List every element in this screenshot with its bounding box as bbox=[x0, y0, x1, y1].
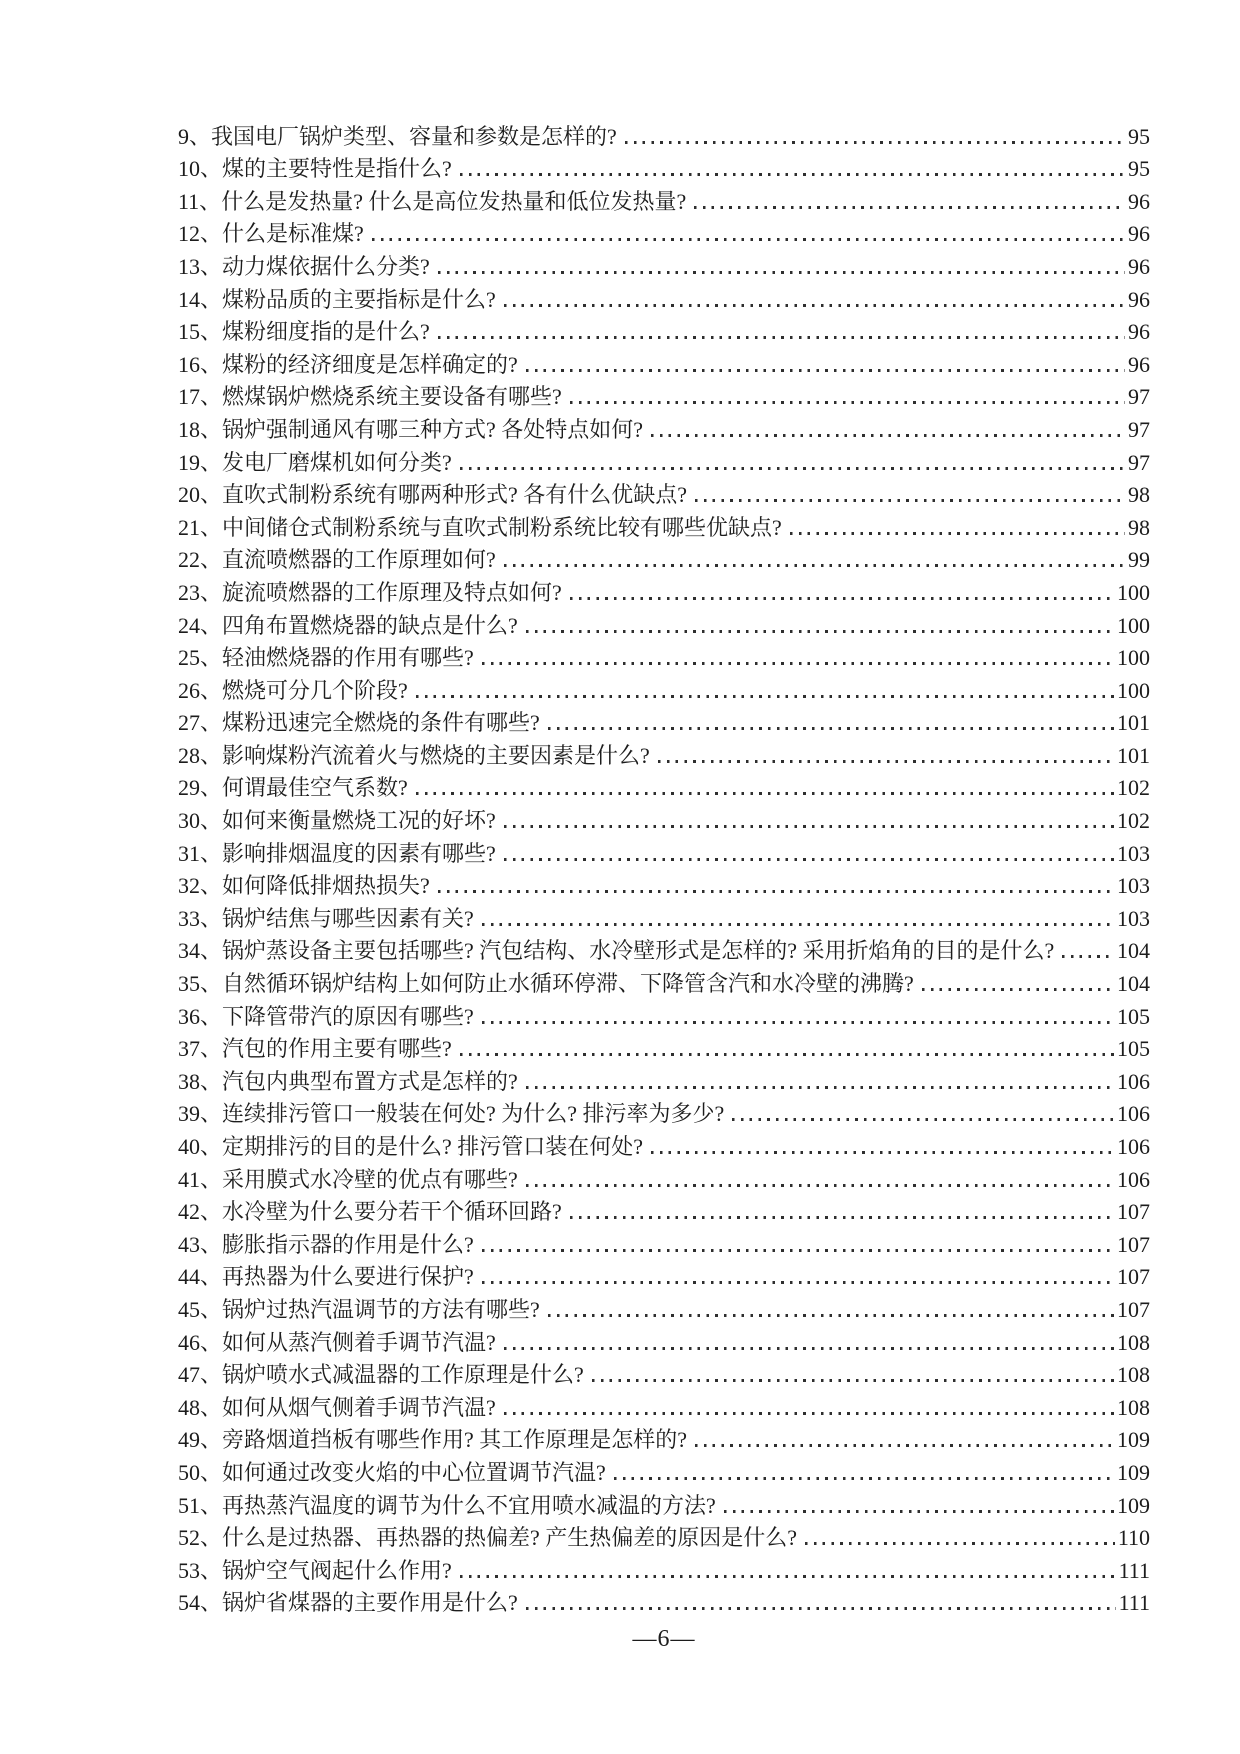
toc-dot-leader bbox=[482, 923, 1114, 926]
toc-item-number: 15、 bbox=[178, 319, 223, 345]
toc-item-title: 轻油燃烧器的作用有哪些? bbox=[222, 645, 474, 671]
toc-item-title: 煤粉细度指的是什么? bbox=[222, 319, 430, 345]
toc-item bbox=[178, 1290, 1150, 1323]
toc-dot-leader bbox=[504, 1412, 1114, 1415]
toc-item bbox=[178, 1030, 1150, 1063]
toc-item-page: 97 bbox=[1128, 449, 1150, 475]
toc-dot-leader bbox=[805, 1542, 1115, 1545]
toc-item-number: 16、 bbox=[178, 351, 223, 377]
toc-item-title: 煤粉品质的主要指标是什么? bbox=[222, 286, 496, 312]
toc-item bbox=[178, 1486, 1150, 1519]
toc-item-page: 107 bbox=[1117, 1296, 1150, 1322]
toc-item-title: 锅炉过热汽温调节的方法有哪些? bbox=[222, 1296, 540, 1322]
toc-item-page: 104 bbox=[1117, 938, 1150, 964]
toc-dot-leader bbox=[922, 988, 1114, 991]
toc-item bbox=[178, 1421, 1150, 1454]
toc-dot-leader bbox=[482, 1021, 1114, 1024]
toc-item bbox=[178, 150, 1150, 183]
toc-item-page: 103 bbox=[1117, 873, 1150, 899]
toc-item-title: 汽包的作用主要有哪些? bbox=[222, 1036, 452, 1062]
toc-item-number: 42、 bbox=[178, 1199, 223, 1225]
toc-dot-leader bbox=[460, 1053, 1114, 1056]
toc-item-number: 10、 bbox=[178, 156, 223, 182]
toc-dot-leader bbox=[1062, 955, 1114, 958]
toc-item-title: 动力煤依据什么分类? bbox=[222, 253, 430, 279]
toc-item-page: 98 bbox=[1128, 482, 1150, 508]
toc-item-number: 39、 bbox=[178, 1101, 223, 1127]
toc-item bbox=[178, 1519, 1150, 1552]
toc-item bbox=[178, 443, 1150, 476]
toc-item-number: 54、 bbox=[178, 1590, 223, 1616]
toc-item-page: 101 bbox=[1117, 710, 1150, 736]
toc-item-title: 什么是标准煤? bbox=[222, 221, 364, 247]
toc-item-title: 四角布置燃烧器的缺点是什么? bbox=[222, 612, 518, 638]
toc-item bbox=[178, 964, 1150, 997]
toc-item-title: 如何从烟气侧着手调节汽温? bbox=[222, 1394, 496, 1420]
toc-item-page: 100 bbox=[1117, 677, 1150, 703]
toc-item-number: 32、 bbox=[178, 873, 223, 899]
toc-dot-leader bbox=[438, 271, 1125, 274]
toc-item-number: 12、 bbox=[178, 221, 223, 247]
toc-item-title: 如何通过改变火焰的中心位置调节汽温? bbox=[222, 1459, 606, 1485]
toc-item-page: 102 bbox=[1117, 808, 1150, 834]
toc-item-title: 如何从蒸汽侧着手调节汽温? bbox=[222, 1329, 496, 1355]
toc-item bbox=[178, 476, 1150, 509]
toc-item bbox=[178, 867, 1150, 900]
toc-item-number: 28、 bbox=[178, 742, 223, 768]
toc-item bbox=[178, 1388, 1150, 1421]
toc-item-title: 中间储仓式制粉系统与直吹式制粉系统比较有哪些优缺点? bbox=[222, 514, 782, 540]
toc-item-title: 如何降低排烟热损失? bbox=[222, 873, 430, 899]
toc-dot-leader bbox=[570, 401, 1125, 404]
toc-item-title: 锅炉结焦与哪些因素有关? bbox=[222, 905, 474, 931]
toc-item-title: 再热蒸汽温度的调节为什么不宜用喷水减温的方法? bbox=[222, 1492, 716, 1518]
toc-item-title: 锅炉喷水式减温器的工作原理是什么? bbox=[222, 1362, 584, 1388]
toc-item-title: 影响煤粉汽流着火与燃烧的主要因素是什么? bbox=[222, 742, 650, 768]
toc-dot-leader bbox=[460, 1575, 1116, 1578]
toc-item-number: 13、 bbox=[178, 253, 223, 279]
toc-item-page: 96 bbox=[1128, 221, 1150, 247]
toc-item bbox=[178, 345, 1150, 378]
toc-item-title: 水冷壁为什么要分若干个循环回路? bbox=[222, 1199, 562, 1225]
toc-item bbox=[178, 801, 1150, 834]
toc-item-title: 什么是过热器、再热器的热偏差? 产生热偏差的原因是什么? bbox=[222, 1525, 798, 1551]
toc-item bbox=[178, 1193, 1150, 1226]
toc-item-title: 影响排烟温度的因素有哪些? bbox=[222, 840, 496, 866]
toc-dot-leader bbox=[570, 1216, 1114, 1219]
toc-item-number: 53、 bbox=[178, 1557, 223, 1583]
toc-item-number: 41、 bbox=[178, 1166, 223, 1192]
toc-item-title: 锅炉强制通风有哪三种方式? 各处特点如何? bbox=[222, 416, 644, 442]
toc-dot-leader bbox=[504, 304, 1125, 307]
toc-item-page: 108 bbox=[1117, 1329, 1150, 1355]
toc-item-title: 旁路烟道挡板有哪些作用? 其工作原理是怎样的? bbox=[222, 1427, 688, 1453]
toc-dot-leader bbox=[592, 1379, 1114, 1382]
toc-item bbox=[178, 704, 1150, 737]
toc-item-page: 96 bbox=[1128, 253, 1150, 279]
toc-item bbox=[178, 313, 1150, 346]
toc-item-title: 锅炉空气阀起什么作用? bbox=[222, 1557, 452, 1583]
toc-item-number: 47、 bbox=[178, 1362, 223, 1388]
toc-item bbox=[178, 378, 1150, 411]
toc-dot-leader bbox=[526, 1607, 1116, 1610]
toc-item bbox=[178, 997, 1150, 1030]
toc-item bbox=[178, 834, 1150, 867]
toc-item-page: 97 bbox=[1128, 384, 1150, 410]
toc-item-page: 107 bbox=[1117, 1199, 1150, 1225]
toc-item bbox=[178, 1584, 1150, 1617]
toc-item-page: 103 bbox=[1117, 905, 1150, 931]
toc-dot-leader bbox=[614, 1477, 1114, 1480]
toc-item-page: 102 bbox=[1117, 775, 1150, 801]
toc-dot-leader bbox=[651, 1151, 1114, 1154]
toc-item-title: 什么是发热量? 什么是高位发热量和低位发热量? bbox=[221, 188, 687, 214]
toc-list bbox=[178, 117, 1150, 1616]
toc-item-number: 14、 bbox=[178, 286, 223, 312]
toc-item bbox=[178, 182, 1150, 215]
toc-item-number: 34、 bbox=[178, 938, 223, 964]
toc-item-number: 23、 bbox=[178, 579, 223, 605]
toc-item-number: 31、 bbox=[178, 840, 223, 866]
toc-item-number: 51、 bbox=[178, 1492, 223, 1518]
toc-item-title: 煤粉的经济细度是怎样确定的? bbox=[222, 351, 518, 377]
toc-dot-leader bbox=[658, 760, 1114, 763]
toc-item-number: 30、 bbox=[178, 808, 223, 834]
toc-item-page: 107 bbox=[1117, 1264, 1150, 1290]
toc-item-number: 20、 bbox=[178, 482, 223, 508]
toc-item bbox=[178, 932, 1150, 965]
toc-item bbox=[178, 117, 1150, 150]
toc-item-number: 19、 bbox=[178, 449, 223, 475]
toc-dot-leader bbox=[724, 1510, 1114, 1513]
toc-item-number: 49、 bbox=[178, 1427, 223, 1453]
toc-item bbox=[178, 280, 1150, 313]
toc-item-page: 97 bbox=[1128, 416, 1150, 442]
toc-dot-leader bbox=[694, 206, 1125, 209]
toc-item bbox=[178, 410, 1150, 443]
toc-item-page: 105 bbox=[1117, 1036, 1150, 1062]
toc-item bbox=[178, 541, 1150, 574]
toc-dot-leader bbox=[460, 173, 1125, 176]
toc-item-number: 46、 bbox=[178, 1329, 223, 1355]
toc-item-page: 108 bbox=[1117, 1394, 1150, 1420]
toc-item-page: 95 bbox=[1128, 123, 1150, 149]
toc-item-number: 18、 bbox=[178, 416, 223, 442]
toc-item-page: 106 bbox=[1117, 1166, 1150, 1192]
toc-item-page: 111 bbox=[1118, 1590, 1150, 1616]
toc-dot-leader bbox=[526, 1184, 1114, 1187]
toc-item-page: 105 bbox=[1117, 1003, 1150, 1029]
toc-dot-leader bbox=[526, 1086, 1114, 1089]
toc-item bbox=[178, 1095, 1150, 1128]
toc-dot-leader bbox=[625, 141, 1125, 144]
toc-item-page: 95 bbox=[1128, 156, 1150, 182]
toc-item-number: 40、 bbox=[178, 1134, 223, 1159]
toc-item-title: 燃煤锅炉燃烧系统主要设备有哪些? bbox=[222, 384, 562, 410]
toc-dot-leader bbox=[460, 467, 1125, 470]
toc-item-number: 35、 bbox=[178, 971, 223, 997]
toc-item-number: 26、 bbox=[178, 677, 223, 703]
toc-dot-leader bbox=[790, 532, 1125, 535]
toc-item bbox=[178, 1258, 1150, 1291]
toc-dot-leader bbox=[416, 792, 1114, 795]
toc-item-number: 48、 bbox=[178, 1394, 223, 1420]
toc-item-page: 107 bbox=[1117, 1231, 1150, 1257]
toc-item-title: 我国电厂锅炉类型、容量和参数是怎样的? bbox=[211, 123, 617, 149]
toc-item-page: 109 bbox=[1117, 1492, 1150, 1518]
toc-item-page: 96 bbox=[1128, 319, 1150, 345]
toc-item-page: 99 bbox=[1128, 547, 1150, 573]
toc-item-number: 45、 bbox=[178, 1296, 223, 1322]
toc-item-number: 29、 bbox=[178, 775, 223, 801]
toc-dot-leader bbox=[504, 564, 1125, 567]
toc-item-number: 25、 bbox=[178, 645, 223, 671]
toc-item bbox=[178, 736, 1150, 769]
toc-item-page: 100 bbox=[1117, 579, 1150, 605]
toc-item-title: 汽包内典型布置方式是怎样的? bbox=[222, 1068, 518, 1094]
toc-item bbox=[178, 1323, 1150, 1356]
toc-item-title: 发电厂磨煤机如何分类? bbox=[222, 449, 452, 475]
toc-dot-leader bbox=[482, 662, 1114, 665]
toc-item-title: 何谓最佳空气系数? bbox=[222, 775, 408, 801]
toc-item-page: 103 bbox=[1117, 840, 1150, 866]
toc-item-page: 96 bbox=[1128, 286, 1150, 312]
toc-dot-leader bbox=[695, 499, 1125, 502]
toc-dot-leader bbox=[504, 825, 1114, 828]
toc-item-title: 燃烧可分几个阶段? bbox=[222, 677, 408, 703]
toc-item-number: 52、 bbox=[178, 1525, 223, 1551]
toc-item-page: 106 bbox=[1117, 1068, 1150, 1094]
toc-item-page: 96 bbox=[1128, 351, 1150, 377]
toc-item-title: 煤粉迅速完全燃烧的条件有哪些? bbox=[222, 710, 540, 736]
toc-dot-leader bbox=[732, 1118, 1114, 1121]
toc-item-number: 44、 bbox=[178, 1264, 223, 1290]
toc-dot-leader bbox=[548, 1314, 1114, 1317]
toc-item-number: 22、 bbox=[178, 547, 223, 573]
toc-dot-leader bbox=[504, 858, 1114, 861]
toc-item bbox=[178, 1551, 1150, 1584]
toc-dot-leader bbox=[438, 336, 1125, 339]
toc-item bbox=[178, 1356, 1150, 1389]
toc-item-page: 100 bbox=[1117, 612, 1150, 638]
toc-dot-leader bbox=[526, 630, 1114, 633]
toc-item-title: 再热器为什么要进行保护? bbox=[222, 1264, 474, 1290]
toc-dot-leader bbox=[372, 238, 1125, 241]
toc-item bbox=[178, 899, 1150, 932]
toc-dot-leader bbox=[438, 890, 1114, 893]
toc-item-number: 43、 bbox=[178, 1231, 223, 1257]
toc-item bbox=[178, 639, 1150, 672]
toc-item bbox=[178, 606, 1150, 639]
toc-item bbox=[178, 1225, 1150, 1258]
toc-dot-leader bbox=[482, 1249, 1114, 1252]
toc-item-number: 9、 bbox=[178, 123, 212, 149]
toc-item-page: 98 bbox=[1128, 514, 1150, 540]
toc-item-page: 109 bbox=[1117, 1459, 1150, 1485]
toc-item bbox=[178, 247, 1150, 280]
toc-item bbox=[178, 573, 1150, 606]
toc-item bbox=[178, 215, 1150, 248]
toc-item bbox=[178, 1453, 1150, 1486]
toc-item bbox=[178, 508, 1150, 541]
toc-item-number: 37、 bbox=[178, 1036, 223, 1062]
toc-item-number: 21、 bbox=[178, 514, 223, 540]
toc-item bbox=[178, 671, 1150, 704]
toc-item-title: 下降管带汽的原因有哪些? bbox=[222, 1003, 474, 1029]
toc-item bbox=[178, 1062, 1150, 1095]
toc-item-title: 如何来衡量燃烧工况的好坏? bbox=[222, 808, 496, 834]
toc-item-page: 111 bbox=[1118, 1557, 1150, 1583]
toc-item-title: 自然循环锅炉结构上如何防止水循环停滞、下降管含汽和水冷壁的沸腾? bbox=[222, 971, 914, 997]
toc-item-number: 11、 bbox=[178, 188, 222, 214]
toc-dot-leader bbox=[695, 1444, 1114, 1447]
toc-item bbox=[178, 1160, 1150, 1193]
toc-item bbox=[178, 769, 1150, 802]
toc-item-page: 96 bbox=[1128, 188, 1150, 214]
toc-item-page: 100 bbox=[1117, 645, 1150, 671]
toc-dot-leader bbox=[526, 369, 1125, 372]
toc-item bbox=[178, 1127, 1150, 1160]
toc-item-title: 直流喷燃器的工作原理如何? bbox=[222, 547, 496, 573]
toc-item-page: 106 bbox=[1117, 1134, 1150, 1159]
toc-item-title: 旋流喷燃器的工作原理及特点如何? bbox=[222, 579, 562, 605]
toc-item-title: 定期排污的目的是什么? 排污管口装在何处? bbox=[222, 1134, 644, 1159]
toc-item-title: 直吹式制粉系统有哪两种形式? 各有什么优缺点? bbox=[222, 482, 688, 508]
toc-item-page: 101 bbox=[1117, 742, 1150, 768]
toc-item-title: 锅炉蒸设备主要包括哪些? 汽包结构、水冷壁形式是怎样的? 采用折焰角的目的是什么? bbox=[222, 938, 1055, 964]
toc-item-title: 膨胀指示器的作用是什么? bbox=[222, 1231, 474, 1257]
toc-item-number: 38、 bbox=[178, 1068, 223, 1094]
toc-dot-leader bbox=[504, 1347, 1114, 1350]
toc-item-number: 27、 bbox=[178, 710, 223, 736]
toc-item-number: 24、 bbox=[178, 612, 223, 638]
toc-item-number: 33、 bbox=[178, 905, 223, 931]
toc-item-number: 36、 bbox=[178, 1003, 223, 1029]
page-number-footer: —6— bbox=[632, 1626, 696, 1653]
toc-item-page: 104 bbox=[1117, 971, 1150, 997]
toc-dot-leader bbox=[570, 597, 1114, 600]
toc-item-page: 109 bbox=[1117, 1427, 1150, 1453]
toc-item-number: 17、 bbox=[178, 384, 223, 410]
toc-item-page: 106 bbox=[1117, 1101, 1150, 1127]
toc-item-page: 108 bbox=[1117, 1362, 1150, 1388]
toc-dot-leader bbox=[482, 1281, 1114, 1284]
toc-item-title: 锅炉省煤器的主要作用是什么? bbox=[222, 1590, 518, 1616]
toc-item-number: 50、 bbox=[178, 1459, 223, 1485]
toc-item-title: 连续排污管口一般装在何处? 为什么? 排污率为多少? bbox=[222, 1101, 725, 1127]
toc-dot-leader bbox=[651, 434, 1125, 437]
toc-dot-leader bbox=[416, 695, 1114, 698]
toc-item-title: 煤的主要特性是指什么? bbox=[222, 156, 452, 182]
toc-item-title: 采用膜式水冷壁的优点有哪些? bbox=[222, 1166, 518, 1192]
toc-dot-leader bbox=[548, 727, 1114, 730]
toc-item-page: 110 bbox=[1117, 1525, 1150, 1551]
